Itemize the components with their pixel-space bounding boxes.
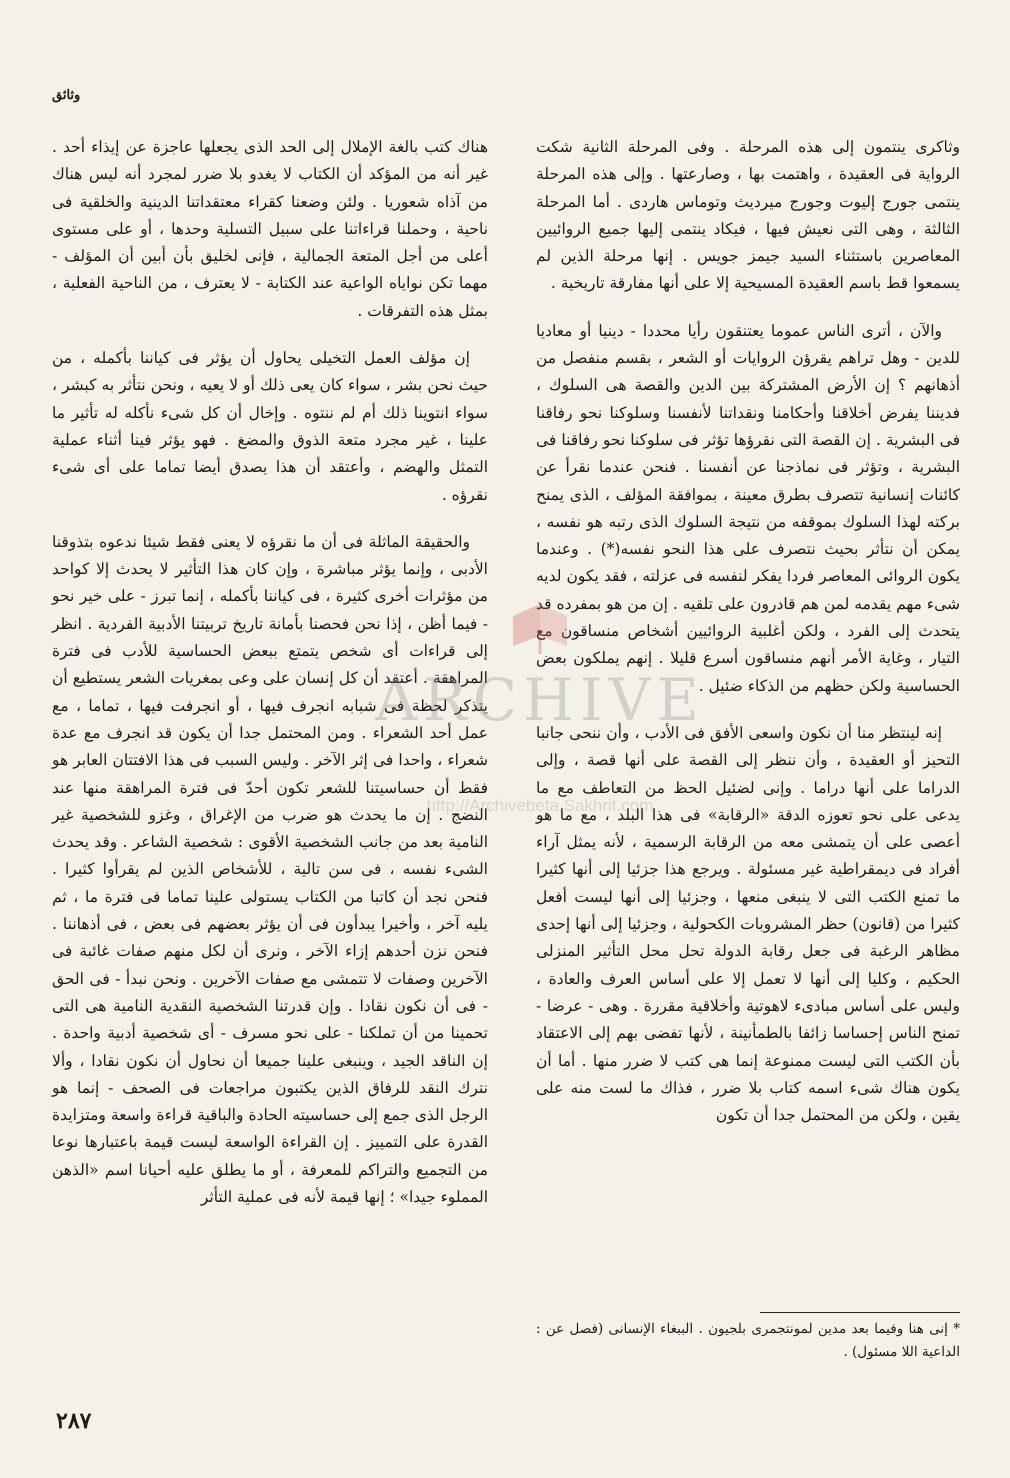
paragraph: والآن ، أترى الناس عموما يعتنقون رأيا محددا - دينيا أو معاديا للدين - وهل تراهم يقرؤن الروايات أو الشعر ، بقسم منفصل من أذهانهم ؟ إن الأرض المشتركة بين الدين والقصة هى السلوك ، فديننا يفرض أخلاقنا وأحكامنا ونقداتنا لأنفسنا وسلوكنا نحو رفاقنا فى البشرية . إن القصة التى نقرؤها تؤثر فى سلوكنا نحو رفاقنا فى البشرية ، وتؤثر فى نماذجنا عن أنفسنا . فنحن عندما نقرأ عن كائنات إنسانية تتصرف بطرق معينة ، بموافقة المؤلف ، الذى يمنح بركته لهذا السلوك بموقفه من نتيجة السلوك الذى رتبه هو نفسه ، يمكن أن نتأثر بحيث نتصرف على هذا النحو نفسه(*) . وعندما يكون الروائى المعاصر فردا يفكر لنفسه فى عزلته ، فقد يكون لديه شىء مهم يقدمه لمن هم قادرون على تلقيه . إن من هو بمفرده قد يتحدث إلى الفرد ، ولكن أغلبية الروائيين أشخاص منساقون مع التيار ، وغاية الأمر أنهم منساقون أسرع قليلا . إنهم يملكون بعض الحساسية ولكن حظهم من الذكاء ضئيل . xyxy=(536,321,960,695)
right-column xyxy=(536,134,960,1149)
running-head: وثائق xyxy=(52,88,81,103)
page-number: ٢٨٧ xyxy=(56,1408,92,1434)
paragraph: هناك كتب بالغة الإملال إلى الحد الذى يجعلها عاجزة عن إيذاء أحد . غير أنه من المؤكد أن الكتاب لا يغدو بلا ضرر لمجرد أنه ليس هناك من آذاه شعوريا . ولئن وضعنا كقراء معتقداتنا الدينية والخلقية فى ناحية ، وحملنا قراءاتنا على سبيل التسلية وحدها ، أو على مستوى أعلى من أجل المتعة الجمالية ، فإنى لخليق بأن أبين أن المؤلف - مهما تكن نواياه الواعية عند الكتابة - لا يعترف ، من الناحية الفعلية ، بمثل هذه التفرقات . xyxy=(52,138,488,320)
paragraph: إنه لينتظر منا أن نكون واسعى الأفق فى الأدب ، وأن ننحى جانبا التحيز أو العقيدة ، وأن ننظر إلى القصة على أنها قصة ، وإلى الدراما على أنها دراما . وإنى لضئيل الحظ من التعاطف مع ما يدعى على نحو تعوزه الدقة «الرقابة» فى هذا البلد ، مع ما هو أعصى على أن يتمشى معه من الرقابة الرسمية ، لأنه يمثل آراء أفراد فى ديمقراطية غير مسئولة . ويرجع هذا جزئيا إلى أنها كثيرا ما تمنع الكتب التى لا ينبغى منعها ، وجزئيا إلى أنها ليست أفعل كثيرا من (قانون) حظر المشروبات الكحولية ، وجزئيا إلى أنها إحدى مظاهر الرغبة فى جعل رقابة الدولة تحل محل التأثير المنزلى الحكيم ، وكليا إلى أنها لا تعمل إلا على أساس العرف والعادة ، وليس على أساس مبادىء لاهوتية وأخلاقية مقررة . وهى - عرضا - تمنح الناس إحساسا زائفا بالطمأنينة ، لأنها تفضى بهم إلى الاعتقاد بأن الكتب التى ليست ممنوعة إنما هى كتب لا ضرر منها . أما أن يكون هناك شىء اسمه كتاب بلا ضرر ، فذاك ما لست منه على يقين ، ولكن من المحتمل جدا أن تكون xyxy=(536,723,960,1125)
watermark-title: ARCHIVE xyxy=(375,666,705,734)
paragraph: وثاكرى ينتمون إلى هذه المرحلة . وفى المرحلة الثانية شكت الرواية فى العقيدة ، واهتمت بها ، وصارعتها . وإلى هذه المرحلة ينتمى جورج إليوت وجورج ميرديث وتوماس هاردى . أما المرحلة الثالثة ، وهى التى نعيش فيها ، فيكاد ينتمى إليها جميع الروائيين المعاصرين باستثناء السيد جيمز جويس . إنها مرحلة الذين لم يسمعوا قط باسم العقيدة المسيحية إلا على أنها مفارقة تاريخية . xyxy=(536,138,960,293)
paragraph: إن مؤلف العمل التخيلى يحاول أن يؤثر فى كياننا بأكمله ، من حيث نحن بشر ، سواء كان يعى ذلك أو لا يعيه ، ونحن نتأثر به كبشر ، سواء انتوينا ذلك أم لم ننتوه . وإخال أن كل شىء نأكله له تأثير ما علينا ، غير مجرد متعة الذوق والمضغ . فهو يؤثر فينا أثناء عملية التمثل والهضم ، وأعتقد أن هذا يصدق أيضا تماما على أى شىء نقرؤه . xyxy=(52,349,488,504)
watermark-url: http://Archivebeta.Sakhrit.com xyxy=(426,796,654,815)
footnote: * إنى هنا وفيما بعد مدين لمونتجمرى بلجيون . الببغاء الإنسانى (فصل عن : الداعية اللا مسئول) . xyxy=(536,1321,960,1360)
footnote-divider xyxy=(760,1312,960,1313)
left-column xyxy=(52,134,488,1231)
paragraph: والحقيقة الماثلة فى أن ما نقرؤه لا يعنى فقط شيئا ندعوه بتذوقنا الأدبى ، وإنما يؤثر مباشرة ، وإن كان هذا التأثير لا يحدث إلا كواحد من مؤثرات أخرى كثيرة ، فى كياننا بأكمله ، إنما تبرز - على خير نحو - فيما أظن ، إذا نحن فحصنا بأمانة تاريخ تربيتنا الأدبية الفردية . انظر إلى قراءات أى شخص يتمتع ببعض الحساسية للأدب فى فترة المراهقة . أعتقد أن كل إنسان على وعى بمغريات الشعر يستطيع أن يتذكر لحظة فى شبابه انجرف فيها ، أو انجرفت فيها ، تماما ، مع عمل أحد الشعراء . ومن المحتمل جدا أن يكون قد انجرف مع عدة شعراء ، واحدا فى إثر الآخر . وليس السبب فى هذا الافتتان العابر هو فقط أن حساسيتنا للشعر تكون أحدّ فى فترة المراهقة منها عند النضج . إن ما يحدث هو ضرب من الإغراق ، وغزو للشخصية غير النامية بعد من جانب الشخصية الأقوى : شخصية الشاعر . وقد يحدث الشىء نفسه ، فى سن تالية ، للأشخاص الذين لم يقرأوا كثيرا . فنحن نجد أن كاتبا من الكتاب يستولى علينا تماما فى فترة ما ، ثم يليه آخر ، وأخيرا يبدأون فى أن يؤثر بعضهم فى بعض ، فى أذهاننا . فنحن نزن أحدهم إزاء الآخر ، ونرى أن لكل منهم صفات غائبة فى الآخرين وصفات لا تتمشى مع صفات الآخرين . ونحن نبدأ - فى الحق - فى أن نكون نقادا . وإن قدرتنا الشخصية النقدية النامية هى التى تحمينا من أن تملكنا - على نحو مسرف - أى شخصية أدبية واحدة . إن الناقد الجيد ، وينبغى علينا جميعا أن نحاول أن نكون نقادا ، وألا نترك النقد للرفاق الذين يكتبون مراجعات فى الصحف - إنما هو الرجل الذى جمع إلى حساسيته الحادة والباقية قراءة واسعة ومتزايدة القدرة على التمييز . إن القراءة الواسعة ليست قيمة باعتبارها نوعا من التجميع والتراكم للمعرفة ، أو ما يطلق عليه أحيانا اسم «الذهن المملوء جيدا» ؛ إنها قيمة لأنه فى عملية التأثر xyxy=(52,532,488,1206)
